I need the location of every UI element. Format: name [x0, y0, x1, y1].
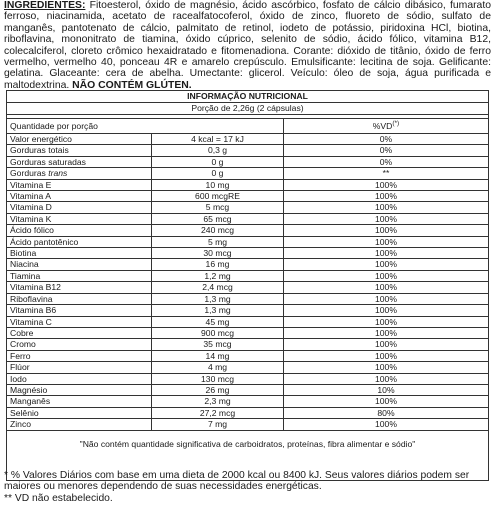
nutrient-vd: 100% — [284, 362, 489, 373]
nutrient-row — [7, 419, 489, 430]
footnotes — [4, 470, 490, 504]
nutrient-vd: 80% — [284, 407, 489, 418]
footnote-daily-values: * % Valores Diários com base em uma dieta de 2000 kcal ou 8400 kJ. Seus valores diários podem ser maiores ou menores dependendo de suas necessidades energéticas. — [4, 470, 470, 493]
nutrient-row — [7, 236, 489, 247]
nutrient-name: Vitamina K — [7, 213, 152, 224]
nutrient-name: Vitamina B6 — [7, 305, 152, 316]
nutrient-row — [7, 396, 489, 407]
nutrient-name: Biotina — [7, 248, 152, 259]
nutrient-row — [7, 259, 489, 270]
nutrient-vd: 100% — [284, 225, 489, 236]
portion-row — [7, 103, 489, 115]
nutrient-amount: 65 mcg — [152, 213, 284, 224]
nutrient-name: Vitamina C — [7, 316, 152, 327]
nutrient-amount: 5 mg — [152, 236, 284, 247]
nutrient-name: Ácido fólico — [7, 225, 152, 236]
nutrient-vd: 100% — [284, 191, 489, 202]
nutrient-name: Manganês — [7, 396, 152, 407]
nutrient-row — [7, 305, 489, 316]
nutrient-amount: 0 g — [152, 156, 284, 167]
nutrition-table — [6, 90, 489, 481]
nutrient-amount: 16 mg — [152, 259, 284, 270]
nutrient-amount: 240 mcg — [152, 225, 284, 236]
gluten-warning: NÃO CONTÉM GLÚTEN. — [72, 79, 192, 91]
nutrient-name: Vitamina B12 — [7, 282, 152, 293]
nutrient-row — [7, 134, 489, 145]
nutrient-row — [7, 293, 489, 304]
nutrient-row — [7, 384, 489, 395]
nutrient-row — [7, 191, 489, 202]
nutrient-name: Gorduras saturadas — [7, 156, 152, 167]
nutrient-name: Ferro — [7, 350, 152, 361]
nutrient-row — [7, 213, 489, 224]
nutrient-amount: 1,3 mg — [152, 305, 284, 316]
nutrient-amount: 14 mg — [152, 350, 284, 361]
nutrient-vd: 0% — [284, 145, 489, 156]
nutrient-amount: 45 mg — [152, 316, 284, 327]
ingredients-label: INGREDIENTES: — [4, 0, 86, 11]
nutrient-amount: 1,3 mg — [152, 293, 284, 304]
table-footnote: "Não contém quantidade significativa de carboidratos, proteínas, fibra alimentar e sódio" — [7, 430, 489, 480]
nutrient-vd: 0% — [284, 156, 489, 167]
nutrient-row — [7, 373, 489, 384]
nutrient-vd: 100% — [284, 339, 489, 350]
nutrient-name: Gorduras totais — [7, 145, 152, 156]
nutrient-name: Flúor — [7, 362, 152, 373]
nutrient-row — [7, 202, 489, 213]
nutrient-amount: 1,2 mg — [152, 270, 284, 281]
nutrient-amount: 26 mg — [152, 384, 284, 395]
nutrient-row — [7, 350, 489, 361]
nutrient-vd: 100% — [284, 373, 489, 384]
nutrient-row — [7, 179, 489, 190]
nutrient-amount: 900 mcg — [152, 327, 284, 338]
nutrient-name: Riboflavina — [7, 293, 152, 304]
header-row — [7, 119, 489, 134]
portion-size: Porção de 2,26g (2 cápsulas) — [7, 103, 489, 115]
nutrient-vd: 0% — [284, 134, 489, 145]
nutrient-row — [7, 316, 489, 327]
nutrient-name: Ácido pantotênico — [7, 236, 152, 247]
nutrient-vd: 100% — [284, 270, 489, 281]
nutrient-vd: 100% — [284, 305, 489, 316]
nutrient-amount: 4 kcal = 17 kJ — [152, 134, 284, 145]
footnote-vd-not-established: ** VD não estabelecido. — [4, 492, 113, 504]
nutrient-amount: 2,4 mcg — [152, 282, 284, 293]
nutrient-amount: 5 mcg — [152, 202, 284, 213]
nutrient-vd: 100% — [284, 419, 489, 430]
nutrient-amount: 130 mcg — [152, 373, 284, 384]
nutrient-vd: 100% — [284, 179, 489, 190]
nutrient-row — [7, 248, 489, 259]
nutrient-vd: 100% — [284, 202, 489, 213]
nutrient-name: Valor energético — [7, 134, 152, 145]
nutrient-row — [7, 407, 489, 418]
nutrient-row — [7, 168, 489, 179]
nutrient-amount: 27,2 mcg — [152, 407, 284, 418]
nutrient-vd: 100% — [284, 396, 489, 407]
nutrient-row — [7, 282, 489, 293]
nutrient-name: Magnésio — [7, 384, 152, 395]
nutrient-vd: 100% — [284, 316, 489, 327]
nutrient-row — [7, 339, 489, 350]
nutrient-vd: 100% — [284, 213, 489, 224]
nutrient-vd: 10% — [284, 384, 489, 395]
nutrient-amount: 0,3 g — [152, 145, 284, 156]
nutrient-name: Gorduras trans — [7, 168, 152, 179]
nutrient-name: Niacina — [7, 259, 152, 270]
nutrient-vd: 100% — [284, 259, 489, 270]
ingredients-text: Fitoesterol, óxido de magnésio, ácido ascórbico, fosfato de cálcio dibásico, fumarato ferroso, niacinamida, acetato de racealfatocoferol, óxido de zinco, fluoreto de sódio, sulfato de manganês, pantotenato de cálcio, palmitato de retinol, iodeto de potássio, piridoxina HCl, biotina, riboflavina, mononitrato de tiamina, óxido cúprico, selenito de sódio, ácido fólico, vitamina B12, colecalciferol, cloreto crômico hexaidratado e fitomenadiona. Corante: dióxido de titânio, óxido de ferro vermelho, vermelho 40, ponceau 4R e amarelo crepúsculo. Emulsificante: lecitina de soja. Gelificante: gelatina. Glaceante: cera de abelha. Umectante: glicerol. Veículo: óleo de soja, água purificada e maltodextrina. — [4, 0, 491, 91]
nutrient-vd: 100% — [284, 350, 489, 361]
quantity-header: Quantidade por porção — [7, 119, 284, 134]
nutrient-name: Vitamina D — [7, 202, 152, 213]
nutrient-vd: 100% — [284, 248, 489, 259]
nutrient-amount: 0 g — [152, 168, 284, 179]
nutrient-vd: 100% — [284, 327, 489, 338]
nutrient-name: Zinco — [7, 419, 152, 430]
nutrient-name: Cobre — [7, 327, 152, 338]
nutrient-amount: 10 mg — [152, 179, 284, 190]
ingredients-paragraph — [4, 0, 491, 91]
nutrient-row — [7, 145, 489, 156]
nutrient-amount: 600 mcgRE — [152, 191, 284, 202]
nutrient-row — [7, 156, 489, 167]
nutrient-amount: 4 mg — [152, 362, 284, 373]
nutrient-name: Vitamina E — [7, 179, 152, 190]
nutrient-vd: 100% — [284, 282, 489, 293]
nutrient-amount: 35 mcg — [152, 339, 284, 350]
nutrient-name: Cromo — [7, 339, 152, 350]
nutrition-title: INFORMAÇÃO NUTRICIONAL — [7, 91, 489, 103]
nutrient-row — [7, 225, 489, 236]
nutrient-row — [7, 270, 489, 281]
nutrient-amount: 30 mcg — [152, 248, 284, 259]
nutrient-name: Iodo — [7, 373, 152, 384]
nutrient-name: Selênio — [7, 407, 152, 418]
nutrient-row — [7, 362, 489, 373]
nutrient-vd: 100% — [284, 236, 489, 247]
nutrient-vd: ** — [284, 168, 489, 179]
nutrition-title-row — [7, 91, 489, 103]
vd-header: %VD(*) — [284, 119, 489, 134]
nutrient-row — [7, 327, 489, 338]
nutrient-name: Tiamina — [7, 270, 152, 281]
nutrient-amount: 7 mg — [152, 419, 284, 430]
nutrient-vd: 100% — [284, 293, 489, 304]
nutrient-amount: 2,3 mg — [152, 396, 284, 407]
nutrient-name: Vitamina A — [7, 191, 152, 202]
